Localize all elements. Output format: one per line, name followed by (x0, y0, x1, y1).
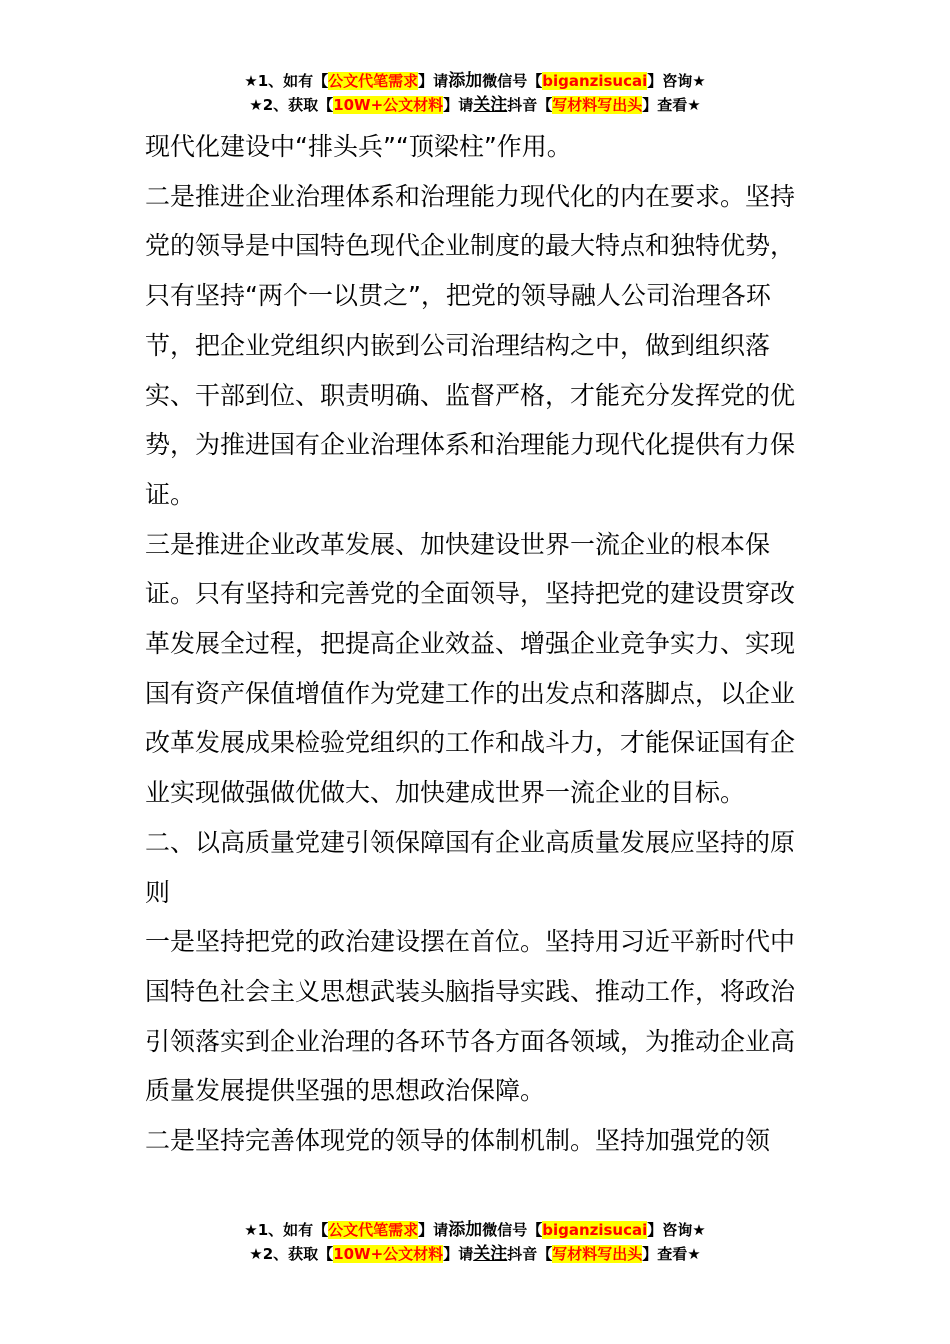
promo-line-1: ★1、如有【公文代笔需求】请添加微信号【biganzisucai】咨询★ (244, 1220, 706, 1240)
promo-highlight: biganzisucai (542, 72, 648, 90)
promo-banner-top (0, 69, 950, 117)
promo-highlight: biganzisucai (542, 1221, 648, 1239)
promo-highlight: 公文代笔需求 (328, 1221, 419, 1239)
body-paragraph: 二是坚持完善体现党的领导的体制机制。坚持加强党的领 (145, 1126, 771, 1156)
promo-line-2: ★2、获取【10W+公文材料】请关注抖音【写材料写出头】查看★ (249, 1244, 701, 1264)
promo-highlight: 公文代笔需求 (328, 72, 419, 90)
promo-highlight: 写材料写出头 (552, 1245, 643, 1263)
promo-line-1: ★1、如有【公文代笔需求】请添加微信号【biganzisucai】咨询★ (244, 71, 706, 91)
body-paragraph: 三是推进企业改革发展、加快建设世界一流企业的根本保证。只有坚持和完善党的全面领导，坚持把党的建设贯穿改革发展全过程，把提高企业效益、增强企业竞争实力、实现国有资产保值增值作为党建工作的出发点和落脚点，以企业改革发展成果检验党组织的工作和战斗力，才能保证国有企业实现做强做优做大、加快建成世界一流企业的目标。 (145, 529, 796, 808)
promo-highlight: 10W+公文材料 (333, 1245, 444, 1263)
promo-highlight: 10W+公文材料 (333, 96, 444, 114)
body-paragraph: 现代化建设中“排头兵”“顶梁柱”作用。 (145, 132, 572, 161)
promo-banner-bottom (0, 1218, 950, 1266)
body-paragraph: 二是推进企业治理体系和治理能力现代化的内在要求。坚持党的领导是中国特色现代企业制度的最大特点和独特优势，只有坚持“两个一以贯之”，把党的领导融人公司治理各环节，把企业党组织内嵌到公司治理结构之中，做到组织落实、干部到位、职责明确、监督严格，才能充分发挥党的优势，为推进国有企业治理体系和治理能力现代化提供有力保证。 (145, 181, 796, 509)
promo-highlight: 写材料写出头 (552, 96, 643, 114)
promo-line-2: ★2、获取【10W+公文材料】请关注抖音【写材料写出头】查看★ (249, 95, 701, 115)
section-heading: 二、以高质量党建引领保障国有企业高质量发展应坚持的原则 (145, 827, 796, 907)
body-paragraph: 一是坚持把党的政治建设摆在首位。坚持用习近平新时代中国特色社会主义思想武装头脑指导实践、推动工作，将政治引领落实到企业治理的各环节各方面各领域，为推动企业高质量发展提供坚强的思想政治保障。 (145, 927, 796, 1106)
document-body (145, 122, 815, 1166)
